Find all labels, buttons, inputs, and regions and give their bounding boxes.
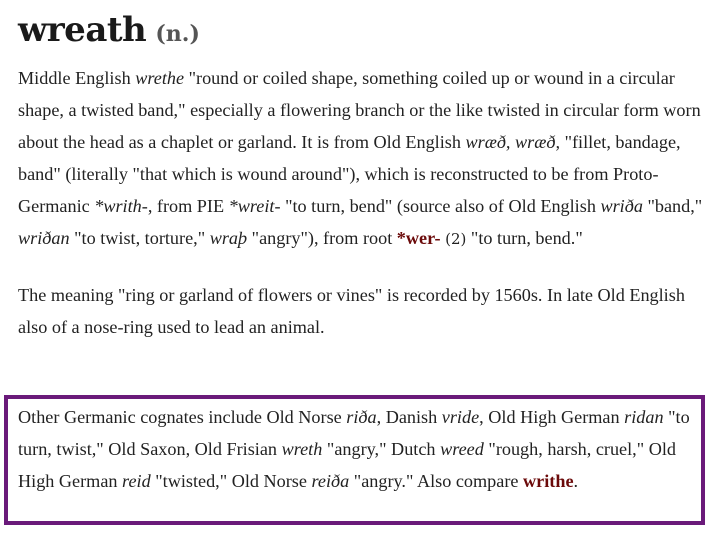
text-fragment: , from PIE	[147, 196, 229, 216]
etymology-paragraph-3	[18, 401, 698, 497]
text-fragment: "to turn, bend" (source also of Old English	[280, 196, 601, 216]
cited-word: *wreit-	[228, 196, 281, 216]
text-fragment: "angry"), from root	[247, 228, 397, 248]
text-fragment: "fillet, bandage, band" (literally "that which is wound around"), which is reconstructed to be from Proto-Germanic	[18, 132, 681, 216]
text-fragment: "round or coiled shape, something coiled up or wound in a circular shape, a twisted band," especially a flowering branch or the like twisted in circular form worn about the head as a chaplet or garland. It is from Old English	[18, 68, 701, 152]
text-fragment: .	[573, 471, 579, 491]
cited-word: ridan	[624, 407, 664, 427]
text-fragment: , Danish	[376, 407, 442, 427]
entry-header	[18, 8, 708, 52]
cited-word: reiða	[311, 471, 350, 491]
text-fragment: "band,"	[642, 196, 703, 216]
highlighted-paragraph-box	[4, 395, 705, 525]
cited-word: reid	[122, 471, 151, 491]
text-fragment: "twisted," Old Norse	[150, 471, 312, 491]
text-fragment: "angry," Dutch	[322, 439, 441, 459]
headword: wreath	[18, 10, 147, 50]
text-fragment: "to turn, bend."	[466, 228, 583, 248]
cited-word: wrethe	[135, 68, 185, 88]
text-fragment: "angry." Also compare	[349, 471, 524, 491]
link-wer[interactable]: *wer-	[396, 228, 441, 248]
cited-word: *writh-	[94, 196, 148, 216]
cited-word: wreth	[281, 439, 323, 459]
cited-word: wriðan	[18, 228, 70, 248]
text-fragment: "rough, harsh, cruel," Old High German	[18, 439, 676, 491]
etymology-entry	[18, 8, 708, 343]
link-writhe[interactable]: writhe	[523, 471, 574, 491]
cited-word: wreed	[440, 439, 484, 459]
text-fragment: "to turn, twist," Old Saxon, Old Frisian	[18, 407, 690, 459]
part-of-speech: (n.)	[155, 21, 200, 47]
cited-word: wræð, wræð,	[465, 132, 561, 152]
cited-word: wriða	[600, 196, 643, 216]
cited-word: riða	[346, 407, 377, 427]
text-fragment: Middle English	[18, 68, 136, 88]
text-fragment: , Old High German	[479, 407, 625, 427]
cited-word: vride	[441, 407, 480, 427]
etymology-paragraph-2: The meaning "ring or garland of flowers or vines" is recorded by 1560s. In late Old English also of a nose-ring used to lead an animal.	[18, 285, 685, 337]
text-fragment: "to twist, torture,"	[69, 228, 210, 248]
root-number: (2)	[445, 230, 467, 248]
cited-word: wraþ	[209, 228, 248, 248]
text-fragment: Other Germanic cognates include Old Norse	[18, 407, 347, 427]
etymology-paragraph-1	[18, 62, 708, 255]
